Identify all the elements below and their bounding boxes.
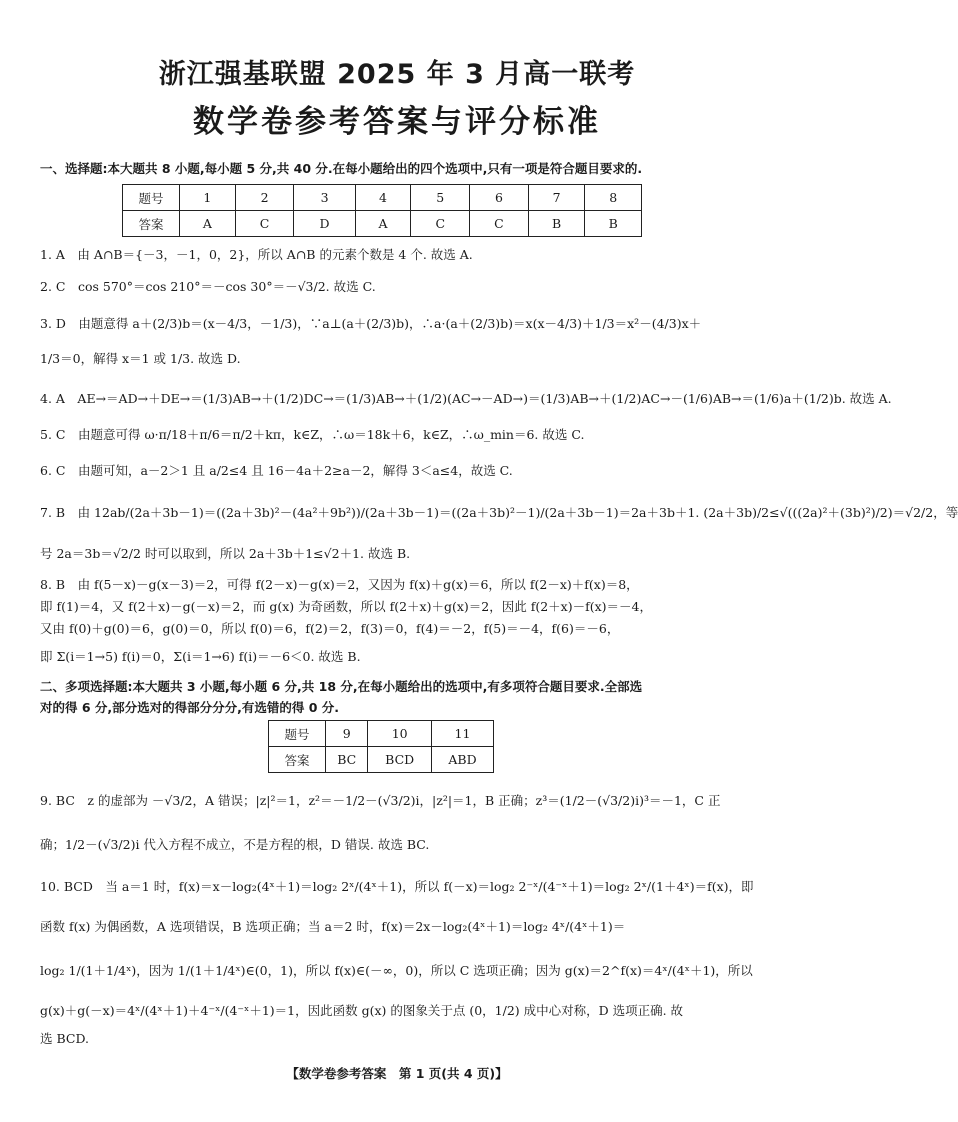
solution-line: log₂ 1/(1＋1/4ˣ)，因为 1/(1＋1/4ˣ)∈(0，1)，所以 f(x)∈(－∞，0)，所以 C 选项正确；因为 g(x)＝2^f(x)＝4ˣ/(4ˣ＋1)，所以 [40,963,753,978]
solution-line: 即 Σ(i＝1→5) f(i)＝0，Σ(i＝1→6) f(i)＝－6＜0. 故选 B. [40,649,361,664]
solution-line: 3. D 由题意得 a＋(2/3)b＝(x－4/3，－1/3)，∵a⊥(a＋(2/3)b)，∴a·(a＋(2/3)b)＝x(x－4/3)＋1/3＝x²－(4/3)x＋ [40,316,702,331]
solution-line: 又由 f(0)＋g(0)＝6，g(0)＝0，所以 f(0)＝6，f(2)＝2，f(3)＝0，f(4)＝－2，f(5)＝－4，f(6)＝－6， [40,621,620,636]
page-title-line1: 浙江强基联盟 2025 年 3 月高一联考 [158,59,636,90]
solution-line: 5. C 由题意可得 ω·π/18＋π/6＝π/2＋kπ，k∈Z，∴ω＝18k＋6，k∈Z，∴ω_min＝6. 故选 C. [40,427,585,442]
solution-line: g(x)＋g(－x)＝4ˣ/(4ˣ＋1)＋4⁻ˣ/(4⁻ˣ＋1)＝1，因此函数 g(x) 的图象关于点 (0，1/2) 成中心对称，D 选项正确. 故 [40,1003,684,1018]
table-row [123,185,642,211]
section2-heading-line1: 二、多项选择题:本大题共 3 小题,每小题 6 分,共 18 分,在每小题给出的选项中,有多项符合题目要求.全部选 [40,679,643,694]
table-row-label: 答案 [123,211,180,237]
table-row [269,721,494,747]
solution-line: 7. B 由 12ab/(2a＋3b－1)＝((2a＋3b)²－(4a²＋9b²))/(2a＋3b－1)＝((2a＋3b)²－1)/(2a＋3b－1)＝2a＋3b＋1. (2a＋3b)/2≤√(((2a)²＋(3b)²)/2)＝√2/2，等 [40,505,958,520]
solution-line: 4. A AE→＝AD→＋DE→＝(1/3)AB→＋(1/2)DC→＝(1/3)AB→＋(1/2)(AC→－AD→)＝(1/3)AB→＋(1/2)AC→－(1/6)AB→＝(1/6)a＋(1/2)b. 故选 A. [40,391,892,406]
table-cell: 10 [368,721,432,747]
table-cell: 8 [585,185,642,211]
table-cell: 5 [411,185,470,211]
table-cell: 3 [294,185,355,211]
table-row-label: 题号 [123,185,180,211]
table-cell: A [355,211,411,237]
solution-line: 函数 f(x) 为偶函数，A 选项错误，B 选项正确；当 a＝2 时，f(x)＝2x－log₂(4ˣ＋1)＝log₂ 4ˣ/(4ˣ＋1)＝ [40,919,626,934]
solution-line: 8. B 由 f(5－x)－g(x－3)＝2，可得 f(2－x)－g(x)＝2，又因为 f(x)＋g(x)＝6，所以 f(2－x)＋f(x)＝8， [40,577,639,592]
table-cell: 1 [180,185,236,211]
section1-answer-table [122,184,642,237]
table-cell: D [294,211,355,237]
table-cell: B [585,211,642,237]
solution-line: 9. BC z 的虚部为 －√3/2，A 错误；|z|²＝1，z²＝－1/2－(√3/2)i，|z²|＝1，B 正确；z³＝(1/2－(√3/2)i)³＝－1，C 正 [40,793,721,808]
table-cell: ABD [431,747,493,773]
table-row [123,211,642,237]
table-cell: C [470,211,529,237]
table-cell: A [180,211,236,237]
table-cell: C [411,211,470,237]
solution-line: 即 f(1)＝4，又 f(2＋x)－g(－x)＝2，而 g(x) 为奇函数，所以 f(2＋x)＋g(x)＝2，因此 f(2＋x)－f(x)＝－4， [40,599,652,614]
solution-line: 1/3＝0，解得 x＝1 或 1/3. 故选 D. [40,351,241,366]
solution-line: 确；1/2－(√3/2)i 代入方程不成立，不是方程的根，D 错误. 故选 BC. [40,837,430,852]
page-footer: 【数学卷参考答案 第 1 页(共 4 页)】 [286,1066,508,1081]
table-cell: C [235,211,294,237]
table-cell: 6 [470,185,529,211]
section2-answer-table [268,720,494,773]
table-cell: 2 [235,185,294,211]
solution-line: 6. C 由题可知，a－2＞1 且 a/2≤4 且 16－4a＋2≥a－2，解得 3＜a≤4，故选 C. [40,463,513,478]
page-title-line2: 数学卷参考答案与评分标准 [193,104,601,140]
table-cell: BCD [368,747,432,773]
solution-line: 10. BCD 当 a＝1 时，f(x)＝x－log₂(4ˣ＋1)＝log₂ 2ˣ/(4ˣ＋1)，所以 f(－x)＝log₂ 2⁻ˣ/(4⁻ˣ＋1)＝log₂ 2ˣ/(1＋4ˣ)＝f(x)，即 [40,879,754,894]
section1-heading: 一、选择题:本大题共 8 小题,每小题 5 分,共 40 分.在每小题给出的四个选项中,只有一项是符合题目要求的. [40,161,643,176]
table-cell: 11 [431,721,493,747]
solution-line: 1. A 由 A∩B＝{－3，－1，0，2}，所以 A∩B 的元素个数是 4 个. 故选 A. [40,247,473,262]
table-cell: 9 [326,721,368,747]
table-row [269,747,494,773]
table-cell: BC [326,747,368,773]
table-cell: B [528,211,585,237]
solution-line: 号 2a＝3b＝√2/2 时可以取到，所以 2a＋3b＋1≤√2＋1. 故选 B. [40,546,411,561]
section2-heading-line2: 对的得 6 分,部分选对的得部分分分,有选错的得 0 分. [40,700,340,715]
table-row-label: 题号 [269,721,326,747]
table-cell: 4 [355,185,411,211]
solution-line: 选 BCD. [40,1031,90,1046]
solution-line: 2. C cos 570°＝cos 210°＝－cos 30°＝－√3/2. 故选 C. [40,279,376,294]
table-row-label: 答案 [269,747,326,773]
table-cell: 7 [528,185,585,211]
